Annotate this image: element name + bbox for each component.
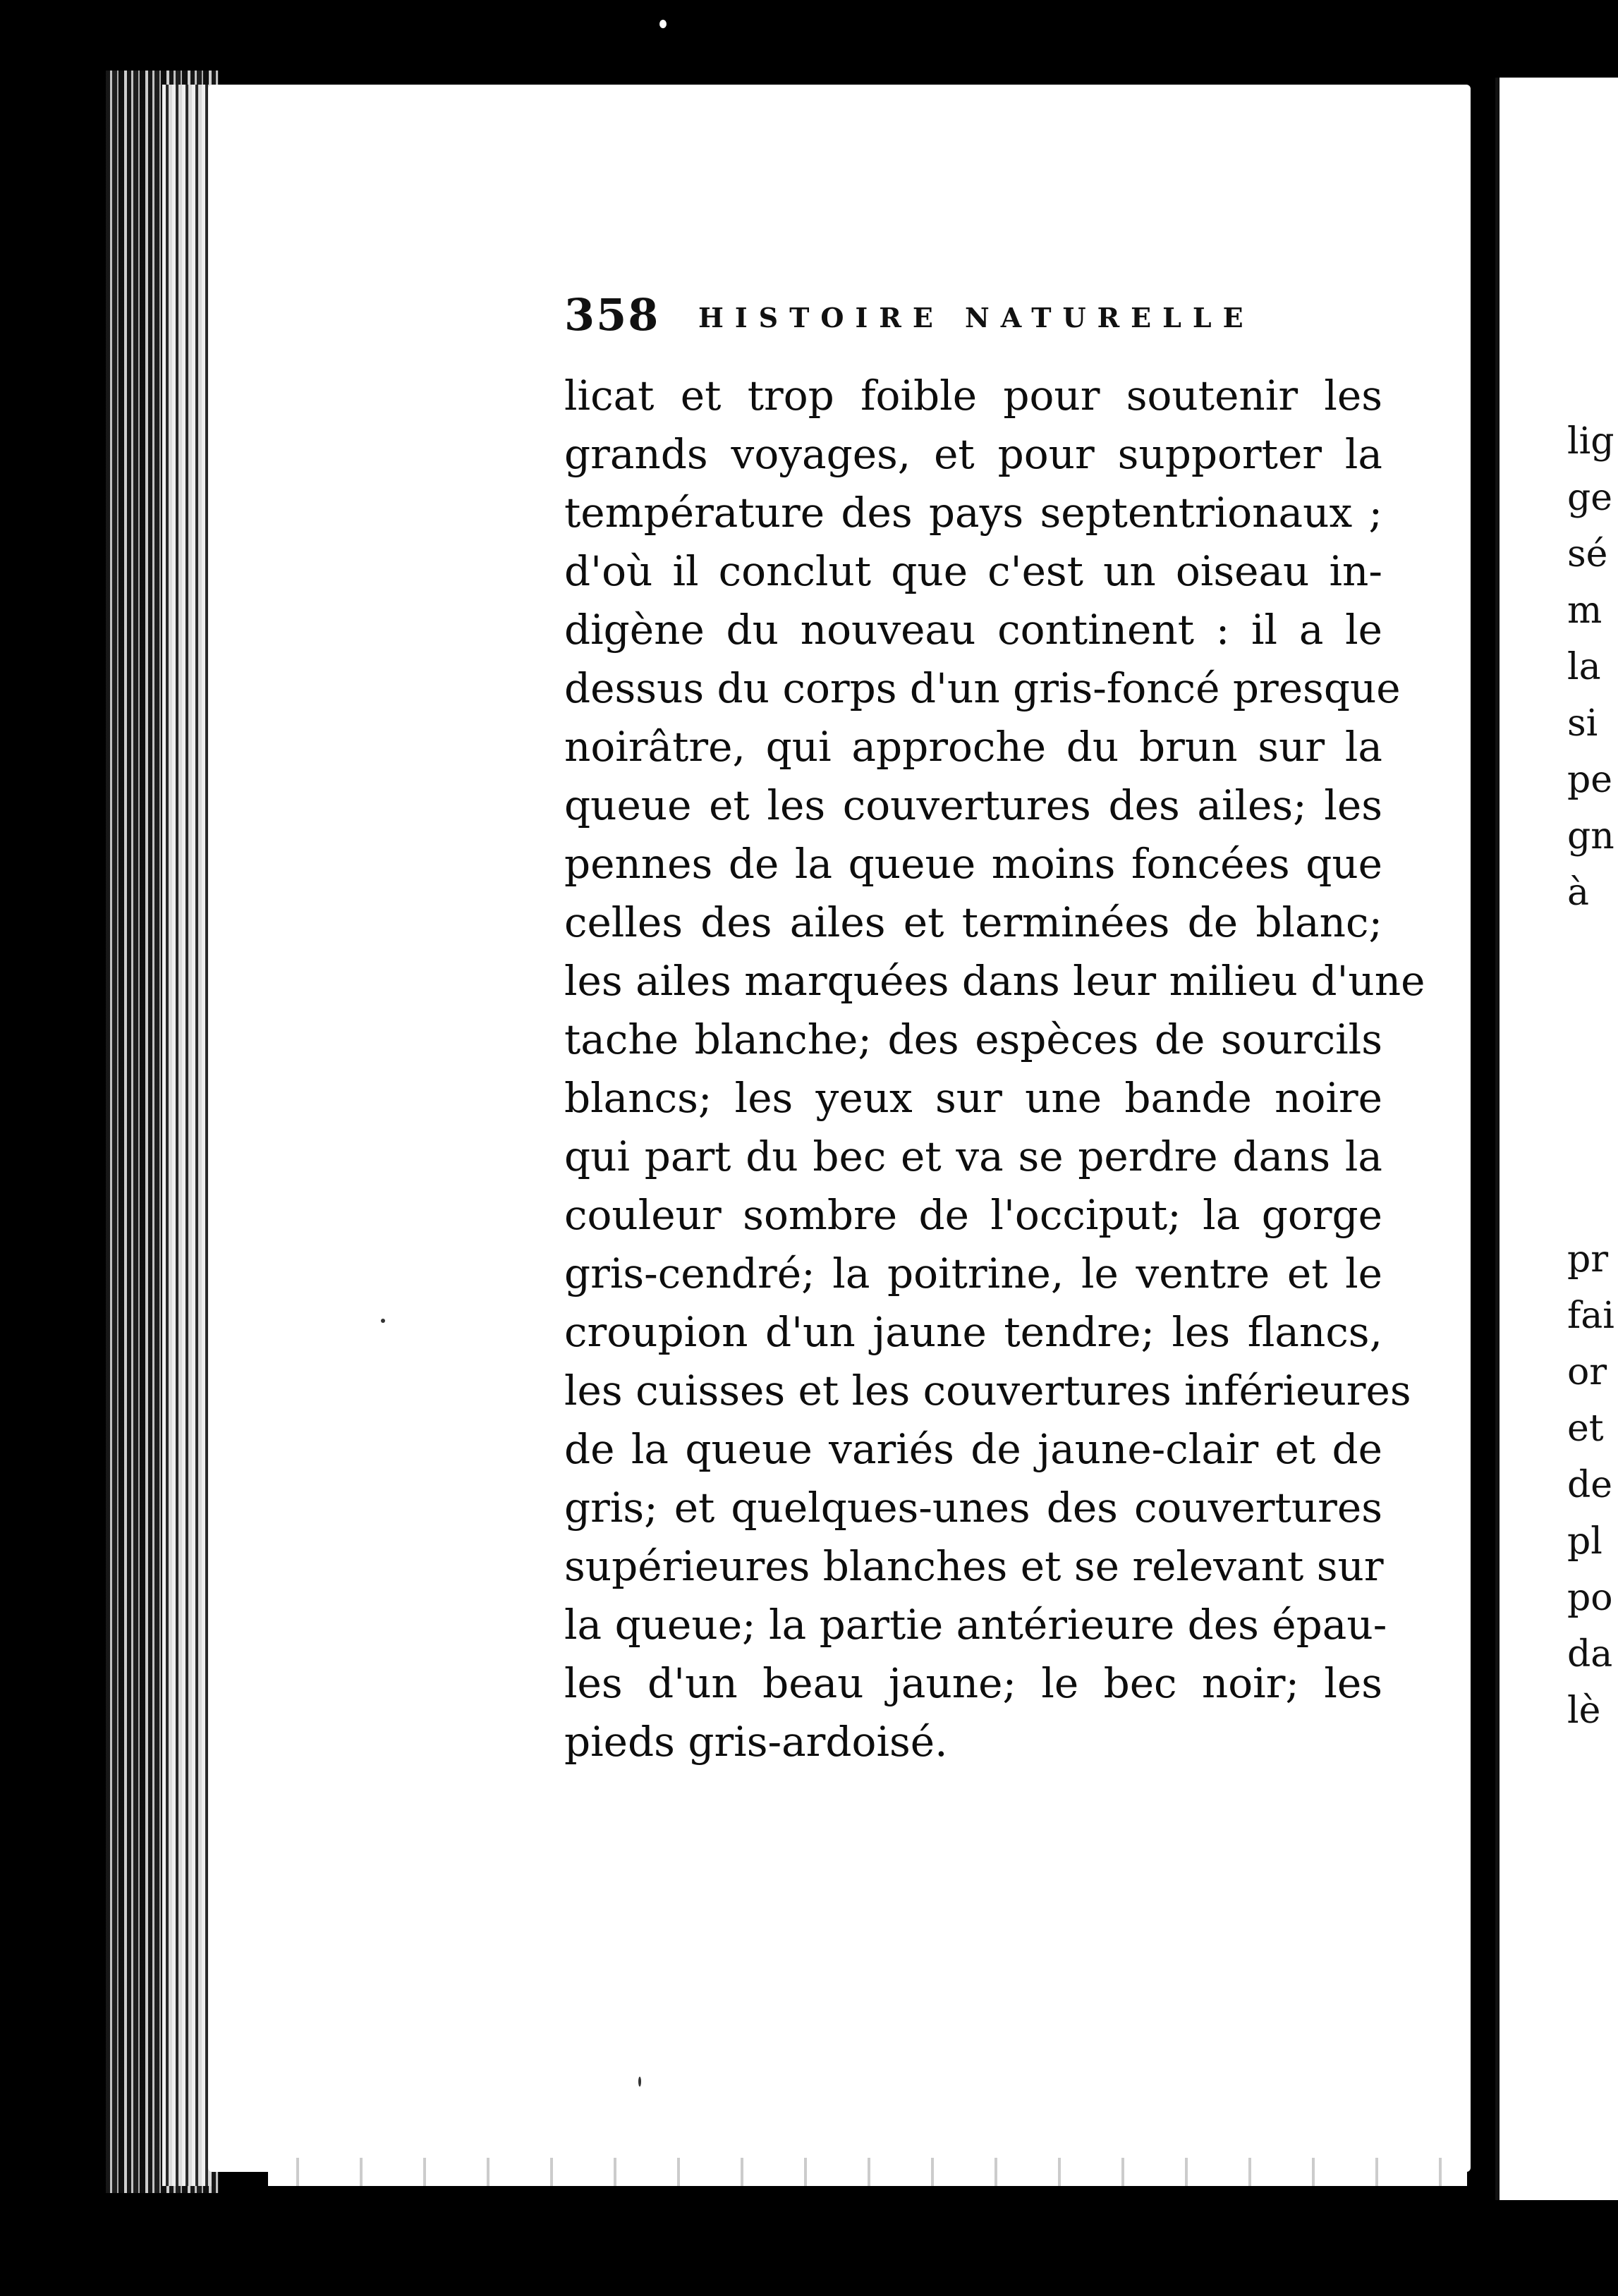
text-line: pennes de la queue moins foncées que xyxy=(564,840,1382,888)
text-line: digène du nouveau continent : il a le xyxy=(564,606,1382,654)
text-line: celles des ailes et terminées de blanc; xyxy=(564,898,1382,946)
text-line: d'où il conclut que c'est un oiseau in- xyxy=(564,547,1382,595)
speck xyxy=(659,20,667,28)
speck xyxy=(381,1319,385,1323)
text-line: gris-cendré; la poitrine, le ventre et le xyxy=(564,1250,1382,1297)
facing-page-fragment: da xyxy=(1567,1633,1613,1675)
text-line: supérieures blanches et se relevant sur xyxy=(564,1542,1384,1590)
text-line: queue et les couvertures des ailes; les xyxy=(564,781,1382,829)
text-line: les ailes marquées dans leur milieu d'une xyxy=(564,957,1425,1005)
text-line: blancs; les yeux sur une bande noire xyxy=(564,1074,1382,1122)
facing-page-fragment: lig xyxy=(1567,420,1614,463)
text-line: la queue; la partie antérieure des épau- xyxy=(564,1601,1387,1649)
facing-page-fragment: à xyxy=(1567,872,1590,914)
running-head: HISTOIRE NATURELLE xyxy=(698,302,1255,334)
facing-page-fragment: ge xyxy=(1567,477,1613,519)
text-line: croupion d'un jaune tendre; les flancs, xyxy=(564,1308,1382,1356)
page-number: 358 xyxy=(564,289,660,341)
text-line: gris; et quelques-unes des couvertures xyxy=(564,1484,1382,1532)
text-line: dessus du corps d'un gris-foncé presque xyxy=(564,664,1401,712)
facing-page-fragment: sé xyxy=(1567,533,1608,575)
text-line: couleur sombre de l'occiput; la gorge xyxy=(564,1191,1382,1239)
text-line: tache blanche; des espèces de sourcils xyxy=(564,1015,1382,1063)
facing-page-fragment: pe xyxy=(1567,759,1613,801)
body-text xyxy=(564,367,1425,1771)
text-line: qui part du bec et va se perdre dans la xyxy=(564,1132,1382,1180)
facing-page-edge xyxy=(1495,78,1618,2200)
facing-page-fragment: pr xyxy=(1567,1238,1609,1281)
page-edge-stack-inner xyxy=(162,85,212,2186)
text-line: grands voyages, et pour supporter la xyxy=(564,430,1382,478)
facing-page-fragment: m xyxy=(1567,590,1602,632)
text-line: pieds gris-ardoisé. xyxy=(564,1718,948,1766)
speck xyxy=(638,2077,641,2087)
text-line: licat et trop foible pour soutenir les xyxy=(564,372,1382,420)
facing-page-fragment: lè xyxy=(1567,1690,1601,1732)
text-line: noirâtre, qui approche du brun sur la xyxy=(564,723,1382,771)
text-line: les d'un beau jaune; le bec noir; les xyxy=(564,1659,1382,1707)
facing-page-fragment: po xyxy=(1567,1577,1613,1619)
facing-page-fragment: de xyxy=(1567,1464,1613,1506)
text-line: de la queue variés de jaune-clair et de xyxy=(564,1425,1382,1473)
facing-page-fragment: gn xyxy=(1567,815,1614,857)
page-header xyxy=(564,289,1270,346)
text-line: température des pays septentrionaux ; xyxy=(564,489,1382,537)
facing-page-fragment: la xyxy=(1567,646,1601,688)
facing-page-fragment: pl xyxy=(1567,1520,1602,1563)
facing-page-fragment: et xyxy=(1567,1407,1604,1450)
facing-page-fragment: si xyxy=(1567,702,1598,745)
facing-page-fragment: fai xyxy=(1567,1295,1614,1337)
text-line: les cuisses et les couvertures inférieures xyxy=(564,1367,1411,1415)
page-bottom-edge xyxy=(268,2158,1467,2186)
facing-page-fragment: or xyxy=(1567,1351,1607,1393)
